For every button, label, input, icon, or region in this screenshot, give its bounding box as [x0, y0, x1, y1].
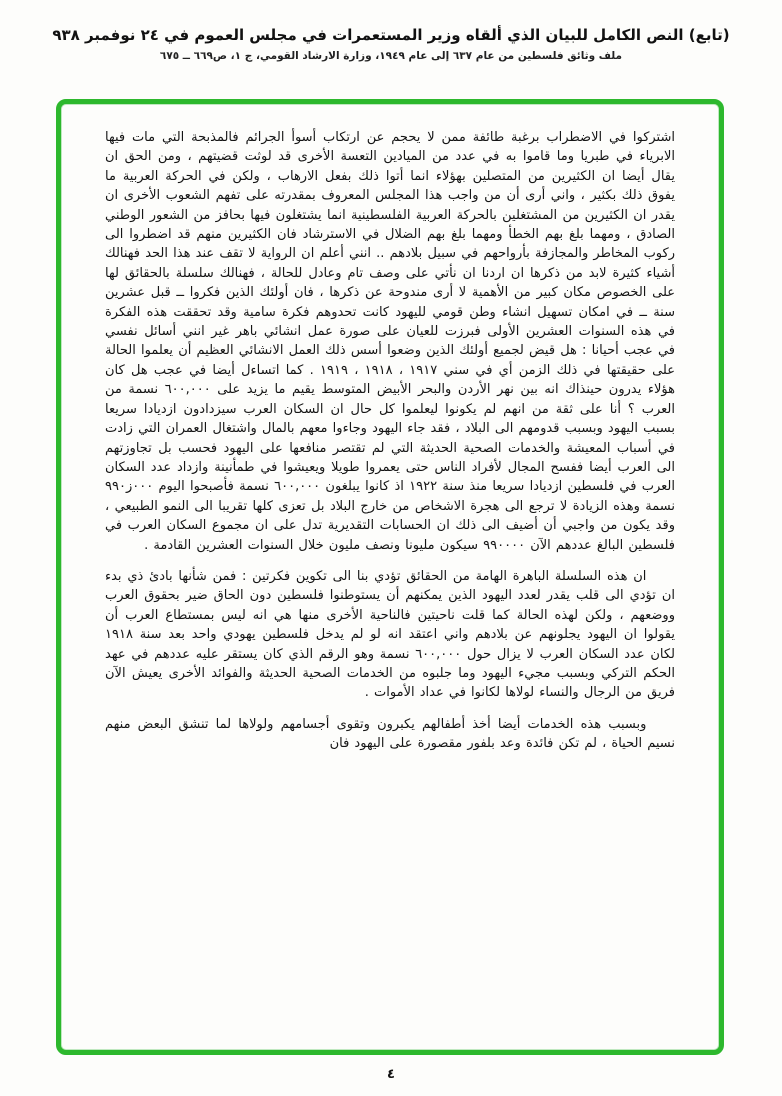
header-source-citation: ملف وثائق فلسطين من عام ٦٣٧ إلى عام ١٩٤٩، وزارة الارشاد القومي، ج ١، ص٦٦٩ ــ ٦٧٥ [159, 50, 623, 62]
text-frame [56, 99, 724, 1055]
page-number: ٤ [387, 1067, 395, 1082]
paragraph-2: ان هذه السلسلة الباهرة الهامة من الحقائق تؤدي بنا الى تكوين فكرتين : فمن شأنها بادئ ذي بدء ان تؤدي الى قلب يقدر لعدد اليهود الذين يمكنهم أن يستوطنوا فلسطين دون الحاق ضير بحقوق العرب ووضعهم ، ولكن لهذه الحالة كما قلت ناحيتين فالناحية الأخرى منها هي انه ليس بمستطاع العرب أن يقولوا ان اليهود يجلونهم عن بلادهم واني اعتقد انه لو لم يدخل فلسطين يهودي واحد بعد سنة ١٩١٨ لكان عدد السكان العرب لا يزال حول ٦٠٠,٠٠٠ نسمة وهو الرقم الذي كان يستقر عليه عددهم في عهد الحكم التركي وبسبب مجيء اليهود وما جلبوه من الخدمات الصحية الحديثة والفوائد الأخرى يعيش الآن فريق من الرجال والنساء لولاها لكانوا في عداد الأموات . [105, 568, 675, 701]
paragraph-1: اشتركوا في الاضطراب برغبة طائفة ممن لا يحجم عن ارتكاب أسوأ الجرائم فالمذبحة التي مات فيها الابرياء في طبريا وما قاموا به في عدد من الميادين التعسة الأخرى قد لوثت قضيتهم ، ومن الحق ان يقال أيضا ان الكثيرين من المتصلين بهؤلاء انما أتوا ذلك بفعل الارهاب ، ولكن في الحركة العربية ما يفوق ذلك بكثير ، واني أرى أن من واجب هذا المجلس المعروف بمقدرته على تفهم الشعوب الأخرى ان يقدر ان الكثيرين من المشتغلين بالحركة العربية الفلسطينية انما يشتغلون فيها بحافز من الشعور الوطني الصادق ، ومهما بلغ بهم الخطأ ومهما بلغ بهم الضلال في الاسترشاد فان الكثيرين منهم قد اضطروا الى ركوب المخاطر والمجازفة بأرواحهم في سبيل بلادهم .. انني أعلم ان الرواية لا تقف عند هذا الحد فهنالك أشياء كثيرة لابد من ذكرها ان اردنا ان نأتي على وصف تام وعادل للحالة ، فهنالك سلسلة بالحقائق لها على الخصوص مكان كبير من الأهمية لا أرى مندوحة عن ذكرها ، فان أولئك الذين فكروا ــ قبل عشرين سنة ــ في امكان تسهيل انشاء وطن قومي لليهود كانت تحدوهم فكرة سامية وقد تحققت هذه الفكرة في هذه السنوات العشرين الأولى فبرزت للعيان على صورة عمل انشائي باهر غير انني أسائل نفسي في عجب أحيانا : هل قيض لجميع أولئك الذين وضعوا أسس ذلك العمل الانشائي العظيم أن يعلموا الحالة على حقيقتها في ذلك الزمن أي في سني ١٩١٧ ، ١٩١٨ ، ١٩١٩ . كما اتساءل أيضا في عجب هل كان هؤلاء يدرون حينذاك انه بين نهر الأردن والبحر الأبيض المتوسط يقيم ما يزيد على ٦٠٠,٠٠٠ نسمة من العرب ؟ أنا على ثقة من انهم لم يكونوا ليعلموا كل حال ان السكان العرب سيزدادون ازديادا سريعا بسبب اليهود وبسبب قدومهم الى البلاد ، فقد جاء اليهود وجاءوا معهم بالمال واشتغال العمران التي زادت في أسباب المعيشة والخدمات الصحية الحديثة التي لم تقتصر منافعها على اليهود فحسب بل تجاوزتهم الى العرب أيضا ففسح المجال لأفراد الناس حتى يعمروا طويلا ويعيشوا في طمأنينة وازداد عدد السكان العرب في فلسطين ازديادا سريعا منذ سنة ١٩٢٢ اذ كانوا يبلغون ٦٠٠,٠٠٠ نسمة فأصبحوا اليوم ٠٠٠ز٩٩٠ نسمة وهذه الزيادة لا ترجع الى هجرة الاشخاص من خارج البلاد بل تعزى كلها تقريبا الى النمو الطبيعي ، وقد يكون من واجبي أن أضيف الى ذلك ان الحسابات التقديرية تدل على ان مجموع السكان العرب في فلسطين البالغ عددهم الآن ٩٩٠٠٠٠ سيكون مليونا ونصف مليون خلال السنوات العشرين القادمة . [105, 130, 676, 553]
header-title: (تابع) النص الكامل للبيان الذي ألقاه وزير المستعمرات في مجلس العموم في ٢٤ نوفمبر ٩٣٨ [52, 26, 730, 44]
paragraph-3: وبسبب هذه الخدمات أيضا أخذ أطفالهم يكبرون وتقوى أجسامهم ولولاها لما تنشق البعض منهم نسيم الحياة ، لم تكن فائدة وعد بلفور مقصورة على اليهود فان [105, 716, 675, 752]
body-text [61, 104, 719, 786]
document-header [0, 0, 782, 62]
